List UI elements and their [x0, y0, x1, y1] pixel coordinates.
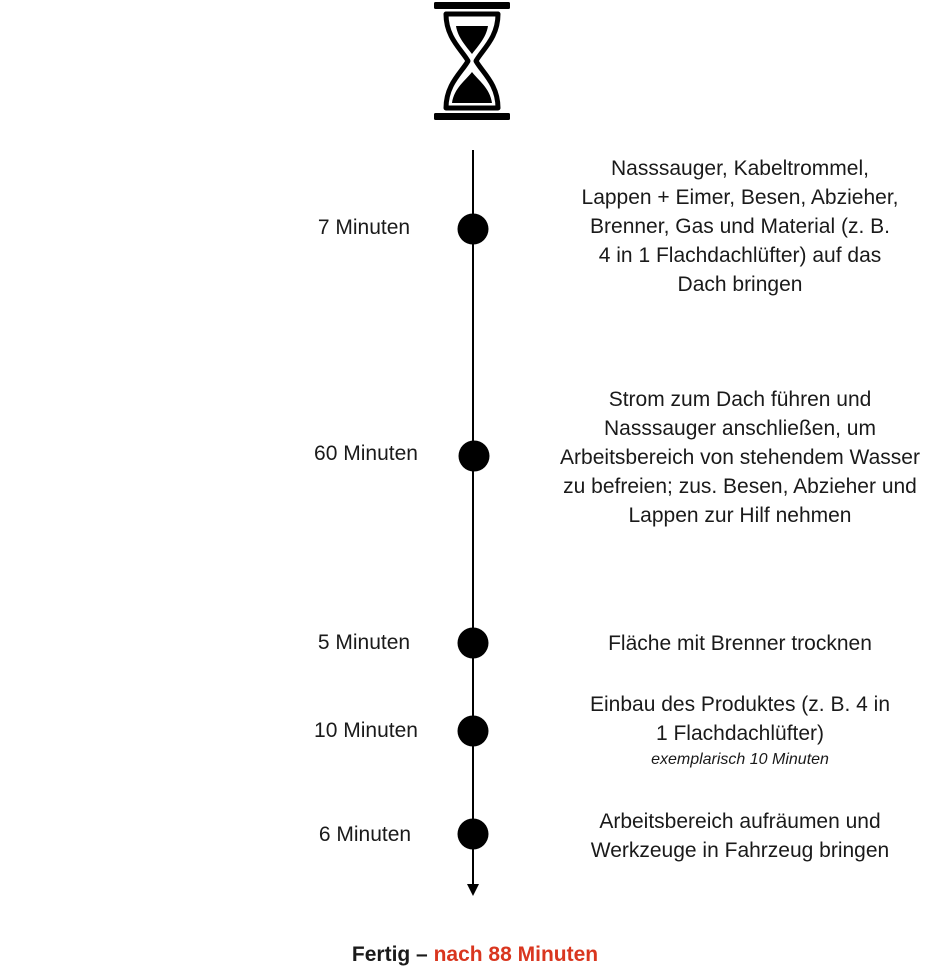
step-2-description: [530, 385, 950, 530]
step-marker-4: [458, 716, 489, 747]
step-1-line-4: 4 in 1 Flachdachlüfter) auf das: [598, 244, 882, 267]
step-4-line-1: Einbau des Produktes (z. B. 4 in: [590, 693, 890, 716]
total-summary: [0, 941, 950, 969]
step-3-line-1: Fläche mit Brenner trocknen: [608, 632, 872, 655]
step-1-description: [530, 154, 950, 299]
step-1-line-3: Brenner, Gas und Material (z. B.: [590, 215, 890, 238]
timeline-arrowhead: [467, 884, 479, 896]
step-marker-5: [458, 819, 489, 850]
total-prefix: Fertig –: [351, 943, 434, 966]
step-1-line-2: Lappen + Eimer, Besen, Abzieher,: [581, 186, 899, 209]
step-1-line-5: Dach bringen: [677, 273, 803, 296]
total-time: nach 88 Minuten: [433, 943, 599, 966]
step-3-duration: 5 Minuten: [317, 631, 411, 654]
step-4-line-2: 1 Flachdachlüfter): [655, 722, 825, 745]
step-marker-2: [459, 441, 490, 472]
step-2-line-4: zu befreien; zus. Besen, Abzieher und: [563, 475, 917, 498]
step-4-duration: 10 Minuten: [314, 719, 418, 742]
step-2-line-3: Arbeitsbereich von stehendem Wasser: [560, 446, 920, 469]
step-5-duration: 6 Minuten: [318, 823, 412, 846]
step-1-duration: 7 Minuten: [317, 216, 411, 239]
step-2-line-1: Strom zum Dach führen und: [608, 388, 872, 411]
step-2-line-2: Nasssauger anschließen, um: [604, 417, 876, 440]
step-2-duration: 60 Minuten: [314, 442, 418, 465]
step-4-note: exemplarisch 10 Minuten: [651, 751, 829, 768]
step-2-line-5: Lappen zur Hilf nehmen: [628, 504, 852, 527]
step-5-line-2: Werkzeuge in Fahrzeug bringen: [590, 839, 890, 862]
step-marker-3: [458, 628, 489, 659]
step-marker-1: [458, 214, 489, 245]
step-1-line-1: Nasssauger, Kabeltrommel,: [611, 157, 869, 180]
step-5-description: [530, 807, 950, 865]
step-4-description: [530, 690, 950, 771]
step-5-line-1: Arbeitsbereich aufräumen und: [599, 810, 881, 833]
step-3-description: [530, 629, 950, 658]
